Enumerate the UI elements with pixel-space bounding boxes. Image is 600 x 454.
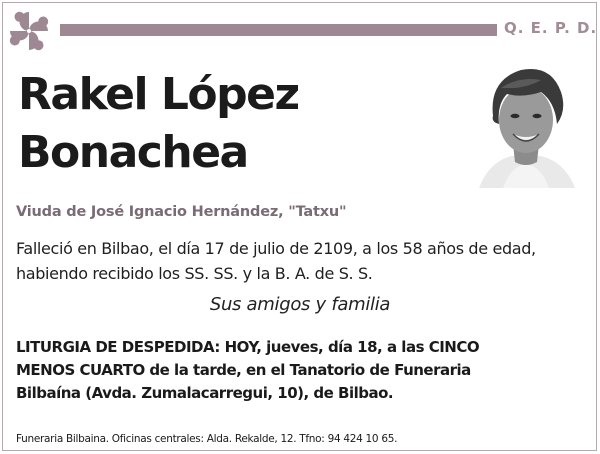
lauburu-icon: [6, 8, 52, 54]
mourners-line: Sus amigos y familia: [209, 294, 391, 315]
liturgy-details: [16, 336, 596, 405]
header-rule: [60, 24, 497, 36]
death-notice-line-2: habiendo recibido los SS. SS. y la B. A. de S. S.: [16, 264, 373, 283]
funeral-home-footer: Funeraria Bilbaina. Oficinas centrales: Alda. Rekalde, 12. Tfno: 94 424 10 65.: [16, 433, 398, 445]
death-notice-line-1: Falleció en Bilbao, el día 17 de julio de 2109, a los 58 años de edad,: [16, 239, 536, 258]
name-line-1: Rakel López: [18, 69, 299, 120]
widow-of-line: Viuda de José Ignacio Hernández, "Tatxu": [16, 204, 347, 220]
liturgy-line-3: Bilbaína (Avda. Zumalacarregui, 10), de Bilbao.: [16, 384, 394, 402]
rip-label: Q. E. P. D.: [504, 19, 598, 37]
liturgy-line-2: MENOS CUARTO de la tarde, en el Tanatorio de Funeraria: [16, 361, 471, 379]
deceased-name: [18, 66, 478, 182]
portrait-photo: [471, 58, 581, 188]
death-notice: [16, 236, 591, 286]
liturgy-line-1: LITURGIA DE DESPEDIDA: HOY, jueves, día 18, a las CINCO: [16, 338, 480, 356]
name-line-2: Bonachea: [18, 127, 248, 178]
